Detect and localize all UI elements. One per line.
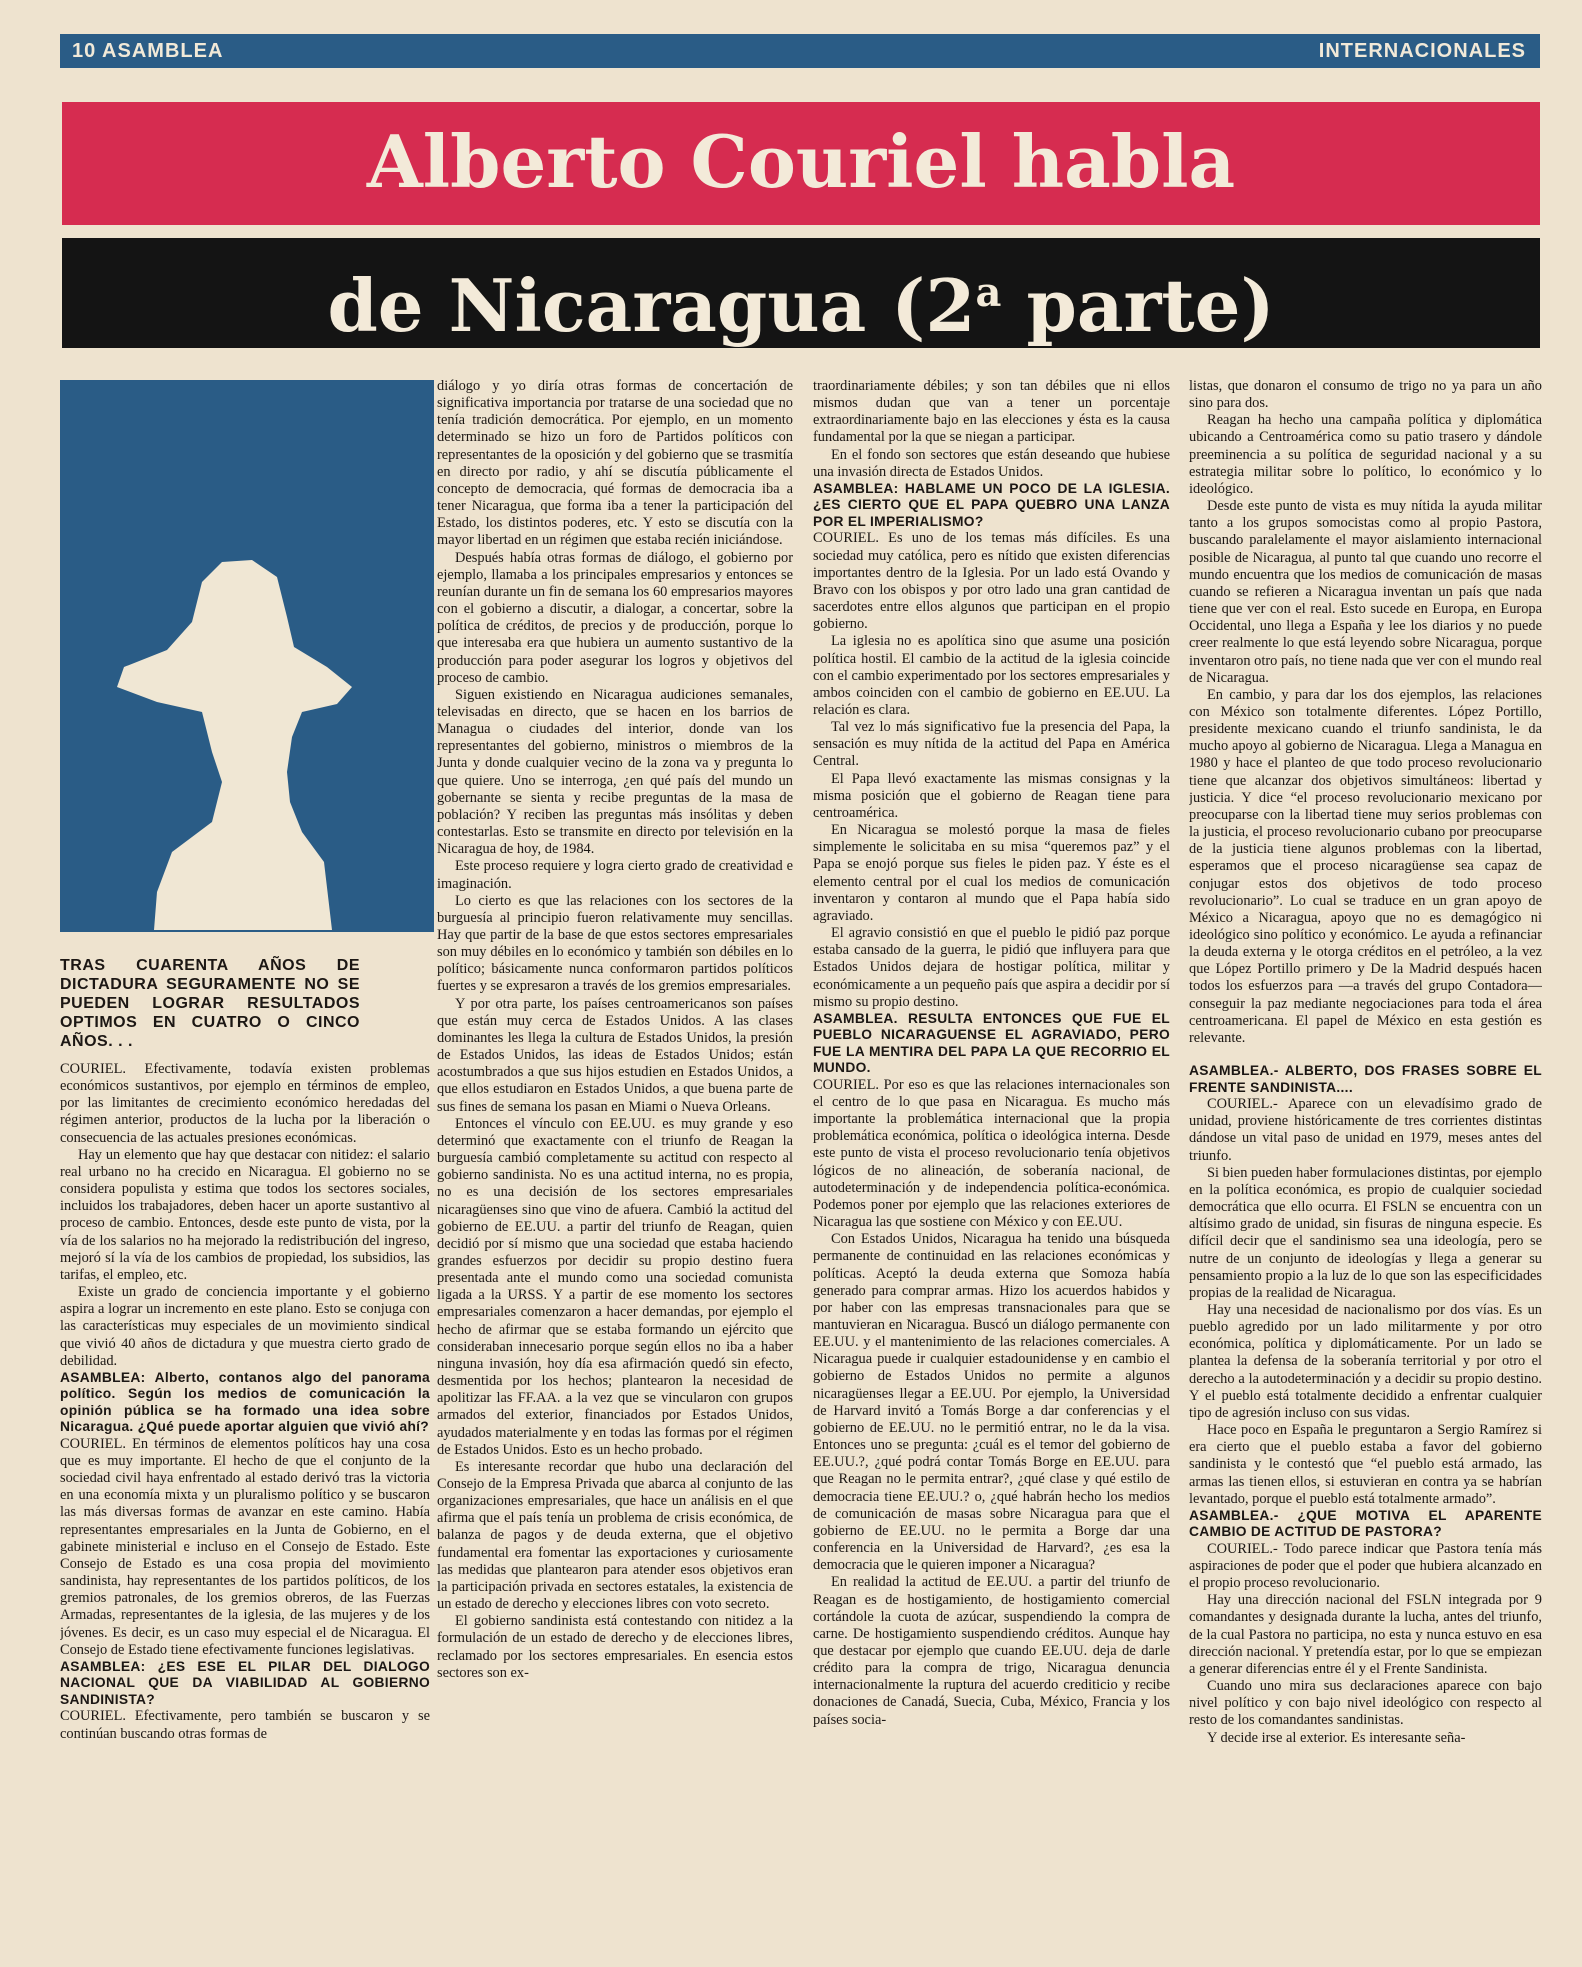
paragraph: COURIEL. En términos de elementos políticos hay una cosa que es muy importante. El hecho de que el conjunto de la sociedad civil haya enfrentado al estado derivó tras la victoria en una economía mixta y un pluralismo político y se buscaron las más diversas formas de avanzar en este camino. Había representantes empresariales en la Junta de Gobierno, en el gabinete ministerial e incluso en el Consejo de Estado. Este Consejo de Estado es una cosa propia del movimiento sandinista, hay representantes de los partidos políticos, de los gremios patronales, de los gremios obreros, de las Fuerzas Armadas, representantes de la iglesia, de las mujeres y de los jóvenes. Es decir, es un caso muy especial el de Nicaragua. El Consejo de Estado tiene efectivamente funciones legislativas.: [60, 1435, 430, 1658]
paragraph: El gobierno sandinista está contestando con nitidez a la formulación de un estado de derecho y de elecciones libres, reclamado por los sectores empresariales. En esencia estos sectores son ex-: [437, 1613, 793, 1681]
paragraph: COURIEL. Efectivamente, todavía existen problemas económicos sustantivos, por ejemplo en términos de empleo, por las limitantes de crecimiento económico heredadas del régimen anterior, productos de la lucha por la liberación o consecuencia de las actuales presiones económicas.: [60, 1061, 430, 1146]
paragraph: Si bien pueden haber formulaciones distintas, por ejemplo en la política económica, es propio de cualquier sociedad democrática que ello ocurra. El FSLN se encuentra con un altísimo grado de unidad, sin fisuras de ninguna especie. Es difícil decir que el sandinismo sea una ideología, pero se nutre de un conjunto de ideologías y llega a generar su pensamiento propio a la luz de lo que son las especificidades propias de la realidad de Nicaragua.: [1189, 1164, 1542, 1301]
paragraph: Reagan ha hecho una campaña política y diplomática ubicando a Centroamérica como su patio trasero y dándole preeminencia a su política de seguridad nacional y a su estrategia militar sobre lo político, lo económico y lo ideológico.: [1189, 412, 1542, 497]
paragraph: COURIEL. Es uno de los temas más difíciles. Es una sociedad muy católica, pero es nítido que existen diferencias importantes dentro de la Iglesia. Por un lado está Ovando y Bravo con los obispos y por otro lado una gran cantidad de sacerdotes entre ellos algunos que participan en el propio gobierno.: [813, 530, 1170, 633]
paragraph: Hay una dirección nacional del FSLN integrada por 9 comandantes y designada durante la lucha, antes del triunfo, de la cual Pastora no participa, no esta y nunca estuvo en esa dirección nacional. Y pretendía estar, por lo que se empiezan a generar diferencias entre él y el Frente Sandinista.: [1189, 1592, 1542, 1677]
interview-question: ASAMBLEA.- ¿QUE MOTIVA EL APARENTE CAMBIO DE ACTITUD DE PASTORA?: [1189, 1507, 1542, 1540]
paragraph: COURIEL. Efectivamente, pero también se buscaron y se continúan buscando otras formas de: [60, 1708, 430, 1742]
headline-text-1: Alberto Couriel habla: [366, 119, 1236, 204]
paragraph: Y decide irse al exterior. Es interesante seña-: [1207, 1729, 1466, 1746]
paragraph: Hay un elemento que hay que destacar con nitidez: el salario real urbano no ha crecido en Nicaragua. El gobierno no se considera populista y estima que todos los sectores sociales, incluidos los trabajadores, deben hacer un aporte sustantivo al proceso de cambio. Entonces, desde este punto de vista, por la vía de los salarios no ha mejorado la redistribución del ingreso, mejoró sí la vía de los cambios de propiedad, los subsidios, las tarifas, el empleo, etc.: [60, 1146, 430, 1283]
article-column-3: [813, 378, 1170, 1948]
paragraph: Con Estados Unidos, Nicaragua ha tenido una búsqueda permanente de continuidad en las relaciones económicas y políticas. Aceptó la deuda externa que Somoza había generado para comprar armas. Hizo los acuerdos habidos y por haber con las empresas transnacionales para que se mantuvieran en Nicaragua. Buscó un diálogo permanente con EE.UU. y el mantenimiento de las relaciones comerciales. A Nicaragua puede ir cualquier estadounidense y en cambio el gobierno de Estados Unidos no permite a algunos nicaragüenses llegar a EE.UU. Por ejemplo, la Universidad de Harvard invitó a Tomás Borge a dar conferencias y el gobierno de EE.UU. no le permitió entrar, no le da la visa. Entonces uno se pregunta: ¿cuál es el temor del gobierno de EE.UU.?, ¿qué podrá contar Tomás Borge en EE.UU. para que Reagan no le permita entrar?, ¿qué clase y qué estilo de democracia tiene EE.UU.? o, ¿qué habrán hecho los medios de comunicación de masas sobre Nicaragua para que el gobierno de EE.UU. no le permita a Borge dar una conferencia en la Universidad de Harvard?, ¿es esa la democracia que le quieren imponer a Nicaragua?: [813, 1231, 1170, 1574]
headline-text-2a: de Nicaragua (2: [327, 263, 976, 348]
paragraph: COURIEL.- Todo parece indicar que Pastora tenía más aspiraciones de poder que el poder que hubiera alcanzado en el propio proceso revolucionario.: [1189, 1540, 1542, 1592]
paragraph: Hay una necesidad de nacionalismo por dos vías. Es un pueblo agredido por un lado militarmente y por otro económica, política y diplomáticamente. Por un lado se plantea la defensa de la soberanía territorial y por otro el derecho a la autodeterminación y a decidir su propio destino. Y el pueblo está totalmente decidido a enfrentar cualquier tipo de agresión incluso con sus vidas.: [1189, 1301, 1542, 1421]
paragraph: Siguen existiendo en Nicaragua audiciones semanales, televisadas en directo, que se hacen en los barrios de Managua o ciudades del interior, donde van los representantes del gobierno, ministros o miembros de la Junta y donde cualquier vecino de la zona va y pregunta lo que quiere. Uno se interroga, ¿en qué país del mundo un gobernante se sienta y recibe preguntas de la masa de población? Y reciben las preguntas más insólitas y deben contestarlas. Esto se transmite en directo por televisión en la Nicaragua de hoy, de 1984.: [437, 686, 793, 858]
headline-line-1: [62, 102, 1540, 225]
paragraph: Tal vez lo más significativo fue la presencia del Papa, la sensación es muy nítida de la actitud del Papa en América Central.: [813, 719, 1170, 770]
paragraph: Existe un grado de conciencia importante y el gobierno aspira a lograr un incremento en este plano. Esto se conjuga con las características muy especiales de un movimiento sindical que vivió 40 años de dictadura y que muestra cierto grado de debilidad.: [60, 1284, 430, 1369]
paragraph: Y por otra parte, los países centroamericanos son países que están muy cerca de Estados Unidos. A las clases dominantes les llega la cultura de Estados Unidos, la presión de Estados Unidos, las ideas de Estados Unidos; están acostumbrados a que sus hijos estudien en Estados Unidos, a que ellos estudiaron en Estados Unidos, a que buena parte de sus fines de semana los pasan en Miami o Nueva Orleans.: [437, 995, 793, 1115]
paragraph: Este proceso requiere y logra cierto grado de creatividad e imaginación.: [437, 858, 793, 892]
headline-line-2: [62, 238, 1540, 348]
paragraph: listas, que donaron el consumo de trigo no ya para un año sino para dos.: [1189, 378, 1542, 412]
paragraph: En cambio, y para dar los dos ejemplos, las relaciones con México son totalmente diferentes. López Portillo, presidente mexicano cuando el triunfo sandinista, le da mucho apoyo al gobierno de Nicaragua. Llega a Managua en 1980 y hace el planteo de que todo proceso revolucionario tiene que alcanzar dos objetivos simultáneos: libertad y justicia. Y dice “el proceso revolucionario mexicano por preocuparse con la libertad tiene muy serios problemas con la justicia, el proceso revolucionario cubano por preocuparse de la justicia tiene algunos problemas con la libertad, esperamos que el proceso nicaragüense sea capaz de conjugar estos dos objetivos de todo proceso revolucionario”. Lo cual se traduce en un gran apoyo de México a Nicaragua, apoyo que no es demagógico ni ideológico sino político y económico. Le ayuda a refinanciar la deuda externa y le otorga créditos en el petróleo, a la vez que López Portillo primero y De la Madrid después hacen todos los esfuerzos para —a través del grupo Contadora— conseguir la paz mediante negociaciones para toda el área centroamericana. El papel de México en esta gestión es relevante.: [1189, 686, 1542, 1046]
paragraph: En realidad la actitud de EE.UU. a partir del triunfo de Reagan es de hostigamiento, de hostigamiento comercial cortándole la cuota de azúcar, suspendiendo la compra de carne. De hostigamiento suspendiendo créditos. Aunque hay que destacar por ejemplo que cuando EE.UU. deja de darle crédito para la compra de trigo, Nicaragua denuncia internacionalmente la ruptura del acuerdo crediticio y recibe donaciones de Canadá, Suecia, Cuba, México, Francia y los países socia-: [813, 1574, 1170, 1728]
headline-superscript: a: [975, 269, 1002, 316]
paragraph: En Nicaragua se molestó porque la masa de fieles simplemente le solicitaba en su misa “queremos paz” y el Papa se enojó porque sus fieles le piden paz. Y éste es el elemento central por el cual los medios de comunicación inventaron y contaron al mundo que el Papa había sido agraviado.: [813, 822, 1170, 924]
interview-question: ASAMBLEA: Alberto, contanos algo del panorama político. Según los medios de comunicación la opinión pública se ha formado una idea sobre Nicaragua. ¿Qué puede aportar alguien que vivió ahí?: [60, 1369, 430, 1435]
article-column-4: [1189, 378, 1542, 1948]
article-column-2: [437, 378, 793, 1948]
interview-question: ASAMBLEA.- ALBERTO, DOS FRASES SOBRE EL FRENTE SANDINISTA....: [1189, 1063, 1542, 1095]
paragraph: Es interesante recordar que hubo una declaración del Consejo de la Empresa Privada que abarca al conjunto de las organizaciones empresariales, que hace un análisis en el que afirma que el país tenía un problema de crisis económica, de balanza de pagos y de deuda externa, que el objetivo fundamental era fomentar las exportaciones y curiosamente las medidas que plantearon para atender esos objetivos eran la participación privada en sectores estatales, la existencia de un estado de derecho y elecciones libres con voto secreto.: [437, 1458, 793, 1613]
interview-question: ASAMBLEA. RESULTA ENTONCES QUE FUE EL PUEBLO NICARAGUENSE EL AGRAVIADO, PERO FUE LA MENTIRA DEL PAPA LA QUE RECORRIO EL MUNDO.: [813, 1010, 1170, 1076]
page-number-section: 10 ASAMBLEA: [72, 40, 224, 62]
paragraph: Después había otras formas de diálogo, el gobierno por ejemplo, llamaba a los principales empresarios y entonces se reunían durante un fin de semana los 60 empresarios mayores con el gobierno a discutir, a dialogar, a concertar, sobre la política de créditos, de precios y de producción, porque lo que interesaba era que hubiera un aumento sustantivo de la producción para poder asegurar los logros y objetivos del proceso de cambio.: [437, 549, 793, 686]
paragraph: traordinariamente débiles; y son tan débiles que ni ellos mismos dudan que van a tener un porcentaje extraordinariamente bajo en las elecciones y ésta es la causa fundamental por la que se niegan a participar.: [813, 378, 1170, 446]
section-name: INTERNACIONALES: [1318, 40, 1526, 62]
paragraph: COURIEL.- Aparece con un elevadísimo grado de unidad, proviene históricamente de tres corrientes distintas dándose un vital paso de unidad en 1979, meses antes del triunfo.: [1189, 1096, 1542, 1164]
paragraph: El Papa llevó exactamente las mismas consignas y la misma posición que el gobierno de Reagan tiene para centroamérica.: [813, 770, 1170, 821]
lead-question: TRAS CUARENTA AÑOS DE DICTADURA SEGURAMENTE NO SE PUEDEN LOGRAR RESULTADOS OPTIMOS EN CUATRO O CINCO AÑOS. . .: [60, 957, 360, 1050]
paragraph: Lo cierto es que las relaciones con los sectores de la burguesía al principio fueron relativamente muy sencillas. Hay que partir de la base de que estos sectores empresariales son muy débiles en lo económico y también son débiles en lo político; básicamente nunca conformaron partidos políticos fuertes y se expresaron a través de los gremios empresariales.: [437, 892, 793, 995]
paragraph: La iglesia no es apolítica sino que asume una posición política hostil. El cambio de la actitud de la iglesia coincide con el cambio experimentado por los sectores empresariales y ambos coinciden con el cambio de gobierno en EE.UU. La relación es clara.: [813, 633, 1170, 718]
silhouette-illustration: [60, 380, 434, 932]
interview-question: ASAMBLEA: HABLAME UN POCO DE LA IGLESIA. ¿ES CIERTO QUE EL PAPA QUEBRO UNA LANZA POR EL IMPERIALISMO?: [813, 480, 1170, 529]
section-header-bar: [60, 34, 1540, 68]
paragraph: Hace poco en España le preguntaron a Sergio Ramírez si era cierto que el pueblo estaba a favor del gobierno sandinista y le contestó que “el pueblo está armado, las armas las tienen ellos, si estuvieran en contra ya se habrían levantado, porque el pueblo está totalmente armado”.: [1189, 1422, 1542, 1507]
paragraph: COURIEL. Por eso es que las relaciones internacionales son el centro de lo que pasa en Nicaragua. Es mucho más importante la problemática internacional que la propia problemática económica, política o ideológica interna. Desde este punto de vista el proceso revolucionario tenía objetivos lógicos de no alineación, de soberanía nacional, de autodeterminación y de independencia política-económica. Podemos poner por ejemplo que las relaciones exteriores de Nicaragua las que sostiene con México y con EE.UU.: [813, 1076, 1170, 1231]
interview-question: ASAMBLEA: ¿ES ESE EL PILAR DEL DIALOGO NACIONAL QUE DA VIABILIDAD AL GOBIERNO SANDINISTA?: [60, 1658, 430, 1707]
silhouette-with-hat-icon: [62, 382, 432, 930]
paragraph: diálogo y yo diría otras formas de concertación de significativa importancia por tratarse de una sociedad que no tenía tradición democrática. Por ejemplo, en un momento determinado se hizo un foro de Partidos políticos con representantes de la oposición y del gobierno que se trasmitía en directo por radio, y ahí se discutía públicamente el concepto de democracia, qué formas de democracia iba a tener Nicaragua, que forma iba a tener la participación del Estado, los distintos poderes, etc. Y esto se discutía con la mayor libertad en un régimen que estaba recién iniciándose.: [437, 378, 793, 549]
article-column-1: [60, 956, 430, 1946]
paragraph: Cuando uno mira sus declaraciones aparece con bajo nivel político y con bajo nivel ideológico con respecto al resto de los comandantes sandinistas.: [1189, 1678, 1542, 1729]
paragraph: En el fondo son sectores que están deseando que hubiese una invasión directa de Estados Unidos.: [813, 446, 1170, 480]
headline-text-2b: parte): [1001, 263, 1275, 348]
paragraph: Desde este punto de vista es muy nítida la ayuda militar tanto a los grupos somocistas como al propio Pastora, buscando paralelamente el mayor aislamiento internacional posible de Nicaragua, al punto tal que cuando uno recorre el mundo encuentra que los medios de comunicación de masas cuando se refieren a Nicaragua inventan un país que nada tiene que ver con el real. Esto sucede en Europa, en Europa Occidental, uno llega a España y lee los diarios y no puede creer realmente lo que está leyendo sobre Nicaragua, porque inventaron otro país, no tiene nada que ver con el mundo real de Nicaragua.: [1189, 498, 1542, 686]
paragraph: El agravio consistió en que el pueblo le pidió paz porque estaba cansado de la guerra, le pidió que influyera para que Estados Unidos dejara de hostigar política, militar y económicamente a un pequeño país que aspira a decidir por sí mismo su propio destino.: [813, 925, 1170, 1010]
paragraph: Entonces el vínculo con EE.UU. es muy grande y eso determinó que exactamente con el triunfo de Reagan la burguesía cambió completamente su actitud con respecto al gobierno sandinista. No es una actitud interna, no es propia, no es una decisión de los sectores empresariales nicaragüenses sino que vino de afuera. Cambió la actitud del gobierno de EE.UU. a partir del triunfo de Reagan, quien decidió por sí mismo que una sociedad que estaba haciendo grandes esfuerzos por decidir su propio destino fuera presentada ante el mundo como una sociedad comunista ligada a la URSS. Y a partir de ese momento los sectores empresariales comenzaron a hacer demandas, por ejemplo el hecho de afirmar que se estaba formando un ejército que consideraban innecesario porque según ellos no iba a haber ninguna invasión, hoy día esa afirmación quedó sin efecto, desmentida por los hechos; plantearon la necesidad de apolitizar las FF.AA. a la vez que se vincularon con grupos armados del exterior, financiados por Estados Unidos, ayudados materialmente y en todas las formas por el régimen de Estados Unidos. Esto es un hecho probado.: [437, 1115, 793, 1458]
